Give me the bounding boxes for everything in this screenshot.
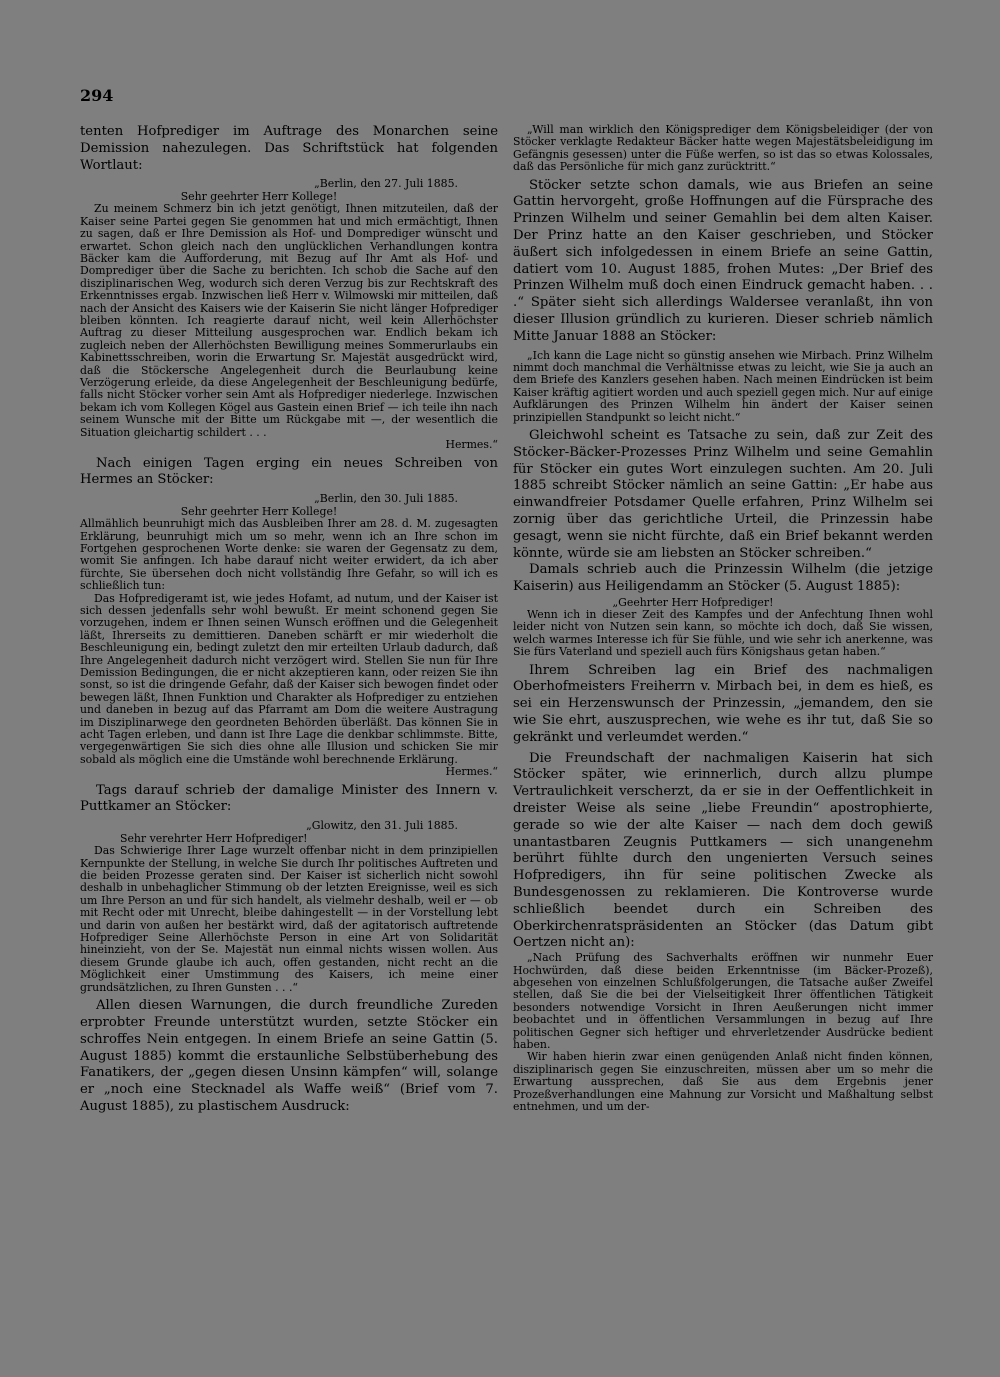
paragraph: Ihrem Schreiben lag ein Brief des nachmaligen Oberhofmeisters Freiherrn v. Mirbach bei, in dem es hieß, es sei ein Herzenswunsch der Prinzessin, „jemandem, den sie wie Sie ehrt, auszusprechen, wie wehe es ihr tut, daß Sie so gekränkt und verleumdet werden.“ (513, 662, 933, 745)
paragraph: tenten Hofprediger im Auftrage des Monarchen seine Demission nahezulegen. Das Schriftstück hat folgenden Wortlaut: (80, 124, 498, 173)
paragraph: Tags darauf schrieb der damalige Minister des Innern v. Puttkamer an Stöcker: (80, 782, 498, 815)
quote: „Nach Prüfung des Sachverhalts eröffnen wir nunmehr Euer Hochwürden, daß diese beiden Erkenntnisse (im Bäcker-Prozeß), abgesehen von einzelnen Schlußfolgerungen, die Tatsache außer Zweifel stellen, daß Sie die bei der Vielseitigkeit Ihrer öffentlichen Tätigkeit besonders notwendige Vorsicht in Ihren Aeußerungen nicht immer beobachtet und in öffentlichen Versammlungen in bezug auf Ihre politischen Gegner sich heftiger und ehrverletzender Ausdrücke bedient haben. (513, 951, 933, 1052)
letter-salutation: „Geehrter Herr Hofprediger! (612, 596, 774, 609)
letter-salutation: Sehr verehrter Herr Hofprediger! (120, 832, 308, 846)
quote: „Will man wirklich den Königsprediger dem Königsbeleidiger (der von Stöcker verklagte Redakteur Bäcker hatte wegen Majestätsbeleidigung im Gefängnis gesessen) unter die Füße werfen, so ist das so etwas Kolossales, daß das Persönliche für mich ganz zurücktritt.“ (513, 123, 933, 174)
letter-signature: Hermes.“ (445, 765, 498, 779)
paragraph: Stöcker setzte schon damals, wie aus Briefen an seine Gattin hervorgeht, große Hoffnungen auf die Fürsprache des Prinzen Wilhelm und seiner Gemahlin bei dem alten Kaiser. Der Prinz hatte an den Kaiser geschrieben, und Stöcker äußert sich infolgedessen in einem Briefe an seine Gattin, datiert vom 10. August 1885, frohen Mutes: „Der Brief des Prinzen Wilhelm muß doch einen Eindruck gemacht haben. . . .“ Später sieht sich allerdings Waldersee veranlaßt, ihn von dieser Illusion gründlich zu kurieren. Dieser schrieb nämlich Mitte Januar 1888 an Stöcker: (513, 177, 933, 344)
letter-body: Zu meinem Schmerz bin ich jetzt genötigt, Ihnen mitzuteilen, daß der Kaiser seine Partei gegen Sie genommen hat und mich ermächtigt, Ihnen zu sagen, daß er Ihre Demission als Hof- und Domprediger wünscht und erwartet. Schon gleich nach den unglücklichen Verhandlungen kontra Bäcker kam die Aufforderung, mit Bezug auf Ihr Amt als Hof- und Domprediger über die Sache zu berichten. Ich schob die Sache auf den disziplinarischen Weg, wodurch sich deren Verzug bis zur Rechtskraft des Erkenntnisses ergab. Inzwischen ließ Herr v. Wilmowski mir mitteilen, daß nach der Ansicht des Kaisers wie der Kaiserin Sie nicht länger Hofprediger bleiben könnten. Ich reagierte darauf nicht, weil kein Allerhöchster Auftrag zu dieser Mitteilung ausgesprochen war. Endlich bekam ich zugleich neben der Allerhöchsten Bewilligung meines Sommerurlaubs ein Kabinettsschreiben, worin die Erwartung Sr. Majestät ausgedrückt wird, daß die Stöckersche Angelegenheit durch die Beurlaubung keine Verzögerung erleide, da diese Angelegenheit der Beschleunigung bedürfe, falls nicht Stöcker vorher sein Amt als Hofprediger niederlege. Inzwischen bekam ich vom Kollegen Kögel aus Gastein einen Brief — ich teile ihn nach seinem Wunsche mit der Bitte um Rückgabe mit —, der wesentlich die Situation gleichartig schildert . . . (80, 202, 498, 439)
left-column (80, 124, 498, 1116)
paragraph: Gleichwohl scheint es Tatsache zu sein, daß zur Zeit des Stöcker-Bäcker-Prozesses Prinz Wilhelm und seine Gemahlin für Stöcker ein gutes Wort einzulegen suchten. Am 20. Juli 1885 schreibt Stöcker nämlich an seine Gattin: „Er habe aus einwandfreier Potsdamer Quelle erfahren, Prinz Wilhelm sei zornig über das gerichtliche Urteil, die Prinzessin habe gesagt, wenn sie nicht fürchte, daß ein Brief bekannt werden könnte, würde sie am liebsten an Stöcker schreiben.“ (513, 428, 933, 561)
letter-dateline: „Berlin, den 27. Juli 1885. (314, 177, 458, 191)
letter-body: Wenn ich in dieser Zeit des Kampfes und der Anfechtung Ihnen wohl leider nicht von Nutzen sein kann, so möchte ich doch, daß Sie wissen, welch warmes Interesse ich für Sie fühle, und wie sehr ich anerkenne, was Sie fürs Vaterland und speziell auch fürs Königshaus getan haben.“ (513, 608, 933, 659)
letter-salutation: Sehr geehrter Herr Kollege! (180, 190, 338, 204)
right-column (513, 124, 933, 1113)
quote: Wir haben hierin zwar einen genügenden Anlaß nicht finden können, disziplinarisch gegen Sie einzuschreiten, müssen aber um so mehr die Erwartung aussprechen, daß Sie aus dem Ergebnis jener Prozeßverhandlungen eine Mahnung zur Vorsicht und Maßhaltung selbst entnehmen, und um der- (513, 1050, 933, 1114)
paragraph: Allen diesen Warnungen, die durch freundliche Zureden erprobter Freunde unterstützt wurden, setzte Stöcker ein schroffes Nein entgegen. In einem Briefe an seine Gattin (5. August 1885) kommt die erstaunliche Selbstüberhebung des Fanatikers, der „gegen diesen Unsinn kämpfen“ will, solange er „noch eine Stecknadel als Waffe weiß“ (Brief vom 7. August 1885), zu plastischem Ausdruck: (80, 998, 498, 1114)
letter-dateline: „Berlin, den 30. Juli 1885. (314, 492, 458, 506)
paragraph: Damals schrieb auch die Prinzessin Wilhelm (die jetzige Kaiserin) aus Heiligendamm an Stöcker (5. August 1885): (513, 562, 933, 595)
letter-body: Allmählich beunruhigt mich das Ausbleiben Ihrer am 28. d. M. zugesagten Erklärung, beunruhigt mich um so mehr, wenn ich an Ihre schon im Fortgehen gesprochenen Worte denke: sie waren der Gegensatz zu dem, womit Sie anfingen. Ich habe darauf nicht weiter erwidert, da ich aber fürchte, Sie übersehen doch nicht vollständig Ihre Gefahr, so will ich es schließlich tun: (80, 517, 498, 593)
page-number: 294 (80, 86, 114, 105)
paragraph: Die Freundschaft der nachmaligen Kaiserin hat sich Stöcker später, wie erinnerlich, durch allzu plumpe Vertraulichkeit verscherzt, da er sie in der Oeffentlichkeit in dreister Weise als seine „liebe Freundin“ apostrophierte, gerade so wie der alte Kaiser — nach dem doch gewiß unantastbaren Zeugnis Puttkamers — sich unangenehm berührt fühlte durch den ungenierten Versuch seines Hofpredigers, ihn für seine politischen Zwecke als Bundesgenossen zu reklamieren. Die Kontroverse wurde schließlich beendet durch ein Schreiben des Oberkirchenratspräsidenten an Stöcker (das Datum gibt Oertzen nicht an): (513, 750, 933, 951)
paragraph: Nach einigen Tagen erging ein neues Schreiben von Hermes an Stöcker: (80, 455, 498, 488)
letter-salutation: Sehr geehrter Herr Kollege! (180, 505, 338, 519)
quote: „Ich kann die Lage nicht so günstig ansehen wie Mirbach. Prinz Wilhelm nimmt doch manchmal die Verhältnisse etwas zu leicht, wie Sie ja auch an dem Briefe des Kanzlers gesehen haben. Nach meinen Eindrücken ist beim Kaiser kräftig agitiert worden und auch speziell gegen mich. Nur auf einige Aufklärungen des Prinzen Wilhelm hin ändert der Kaiser seinen prinzipiellen Standpunkt so leicht nicht.“ (513, 348, 933, 424)
letter-dateline: „Glowitz, den 31. Juli 1885. (306, 819, 458, 833)
letter-body: Das Hofpredigeramt ist, wie jedes Hofamt, ad nutum, und der Kaiser ist sich dessen jedenfalls sehr wohl bewußt. Er meint schonend gegen Sie vorzugehen, indem er Ihnen seinen Wunsch eröffnen und die Gelegenheit läßt, Ihrerseits zu demittieren. Daneben schärft er mir wiederholt die Beschleunigung ein, bedingt zuletzt den mir erteilten Urlaub dadurch, daß Ihre Angelegenheit dadurch nicht verzögert wird. Stellen Sie nun für Ihre Demission Bedingungen, die er nicht akzeptieren kann, oder reizen Sie ihn sonst, so ist die dringende Gefahr, daß der Kaiser sich bewogen findet oder bewegen läßt, Ihnen Funktion und Charakter als Hofprediger zu entziehen und daneben in bezug auf das Pfarramt am Dom die weitere Austragung im Disziplinarwege den geordneten Behörden überläßt. Das können Sie in acht Tagen erleben, und dann ist Ihre Lage die denkbar schlimmste. Bitte, vergegenwärtigen Sie sich dies ohne alle Illusion und schicken Sie mir sobald als möglich eine die Umstände wohl berechnende Erklärung. (80, 591, 498, 766)
letter-signature: Hermes.“ (445, 438, 498, 452)
letter-body: Das Schwierige Ihrer Lage wurzelt offenbar nicht in dem prinzipiellen Kernpunkte der Stellung, in welche Sie durch Ihr politisches Auftreten und die beiden Prozesse geraten sind. Der Kaiser ist sicherlich nicht sowohl deshalb in unbehaglicher Stimmung ob der letzten Ereignisse, weil es sich um Ihre Person an und für sich handelt, als vielmehr deshalb, weil er — ob mit Recht oder mit Unrecht, bleibe dahingestellt — in der Vorstellung lebt und darin von außen her bestärkt wird, daß der agitatorisch auftretende Hofprediger Seine Allerhöchste Person in eine Art von Solidarität hineinzieht, von der Se. Majestät nun einmal nichts wissen wollen. Aus diesem Grunde glaube ich auch, offen gestanden, nicht recht an die Möglichkeit einer Umstimmung des Kaisers, ich meine einer grundsätzlichen, zu Ihren Gunsten . . .“ (80, 844, 498, 994)
